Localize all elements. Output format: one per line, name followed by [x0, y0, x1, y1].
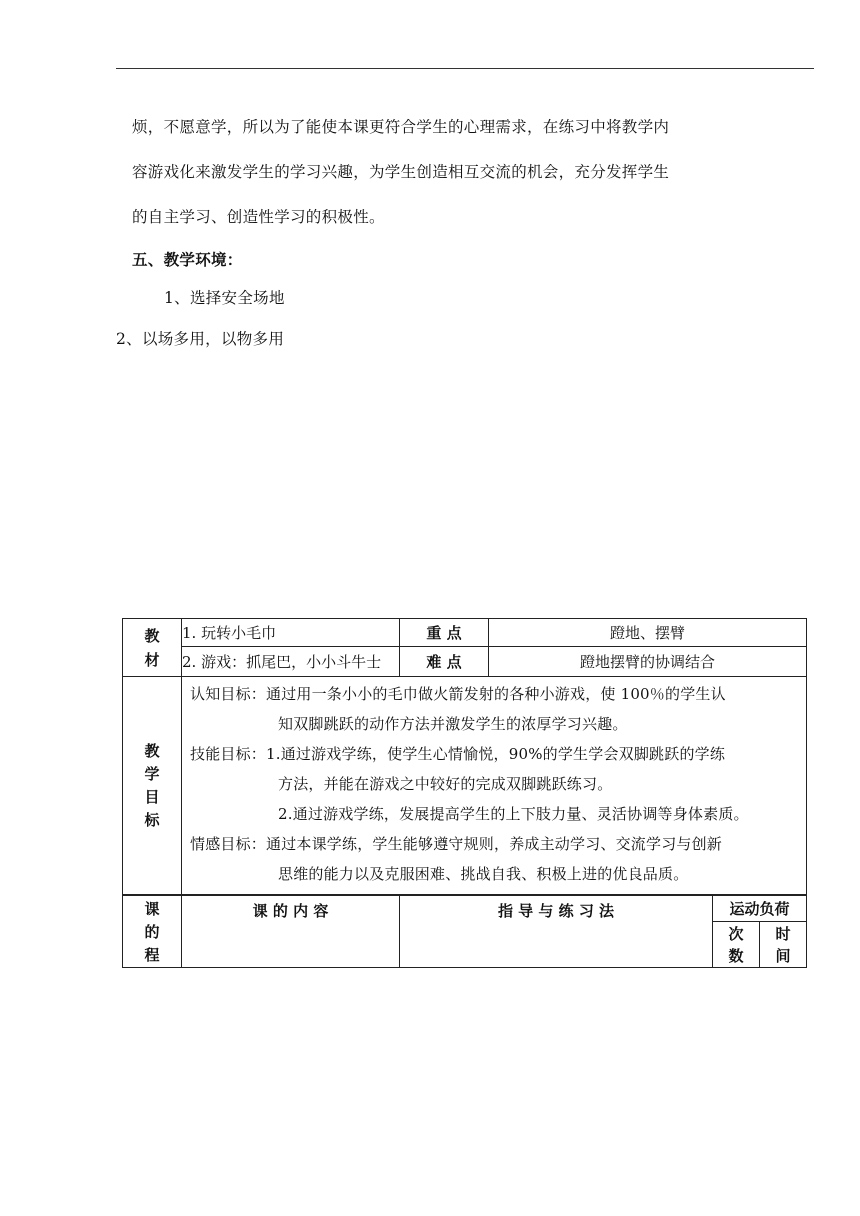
lesson-plan-table	[122, 618, 807, 895]
goal-line: 知双脚跳跃的动作方法并激发学生的浓厚学习兴趣。	[278, 715, 628, 733]
goal-line: 2.通过游戏学练，发展提高学生的上下肢力量、灵活协调等身体素质。	[278, 805, 749, 823]
section-heading: 五、教学环境：	[132, 250, 243, 269]
paragraph-line-3: 的自主学习、创造性学习的积极性。	[132, 208, 385, 226]
guidance-method-header: 指 导 与 练 习 法	[400, 896, 713, 968]
lesson-content-header: 课 的 内 容	[182, 896, 400, 968]
difficulty-value: 蹬地摆臂的协调结合	[489, 647, 807, 677]
material-item-2: 2. 游戏：抓尾巴，小小斗牛士	[182, 647, 400, 677]
duration-header-text: 时间	[775, 924, 791, 965]
environment-item-2: 2、以场多用，以物多用	[116, 330, 285, 348]
teaching-goals-label	[123, 677, 182, 895]
key-point-value: 蹬地、摆臂	[489, 619, 807, 647]
paragraph-line-2: 容游戏化来激发学生的学习兴趣，为学生创造相互交流的机会，充分发挥学生	[132, 163, 670, 181]
repetitions-header	[713, 922, 760, 968]
environment-item-1: 1、选择安全场地	[164, 289, 285, 307]
goal-line: 方法，并能在游戏之中较好的完成双脚跳跃练习。	[278, 775, 613, 793]
goal-line: 认知目标：通过用一条小小的毛巾做火箭发射的各种小游戏，使 100％的学生认	[190, 685, 726, 703]
repetitions-header-text: 次数	[728, 924, 744, 965]
goal-line: 技能目标：1.通过游戏学练，使学生心情愉悦，90%的学生学会双脚跳跃的学练	[190, 745, 726, 763]
teaching-material-label	[123, 619, 182, 677]
goal-line: 思维的能力以及克服困难、挑战自我、积极上进的优良品质。	[278, 865, 689, 883]
teaching-goals-label-text: 教学目标	[144, 741, 160, 829]
goal-line: 情感目标：通过本课学练，学生能够遵守规则，养成主动学习、交流学习与创新	[190, 835, 723, 853]
material-item-1: 1. 玩转小毛巾	[182, 619, 400, 647]
teaching-goals-content	[182, 677, 807, 895]
teaching-material-label-text: 教材	[144, 626, 160, 669]
exercise-load-header: 运动负荷	[713, 896, 807, 922]
lesson-process-label-text: 课的程	[144, 900, 160, 964]
header-rule	[116, 68, 814, 69]
key-point-label: 重 点	[400, 619, 489, 647]
paragraph-line-1: 烦，不愿意学，所以为了能使本课更符合学生的心理需求，在练习中将教学内	[132, 118, 670, 136]
lesson-process-label	[123, 896, 182, 968]
duration-header	[760, 922, 807, 968]
difficulty-label: 难 点	[400, 647, 489, 677]
lesson-process-table	[122, 895, 807, 968]
